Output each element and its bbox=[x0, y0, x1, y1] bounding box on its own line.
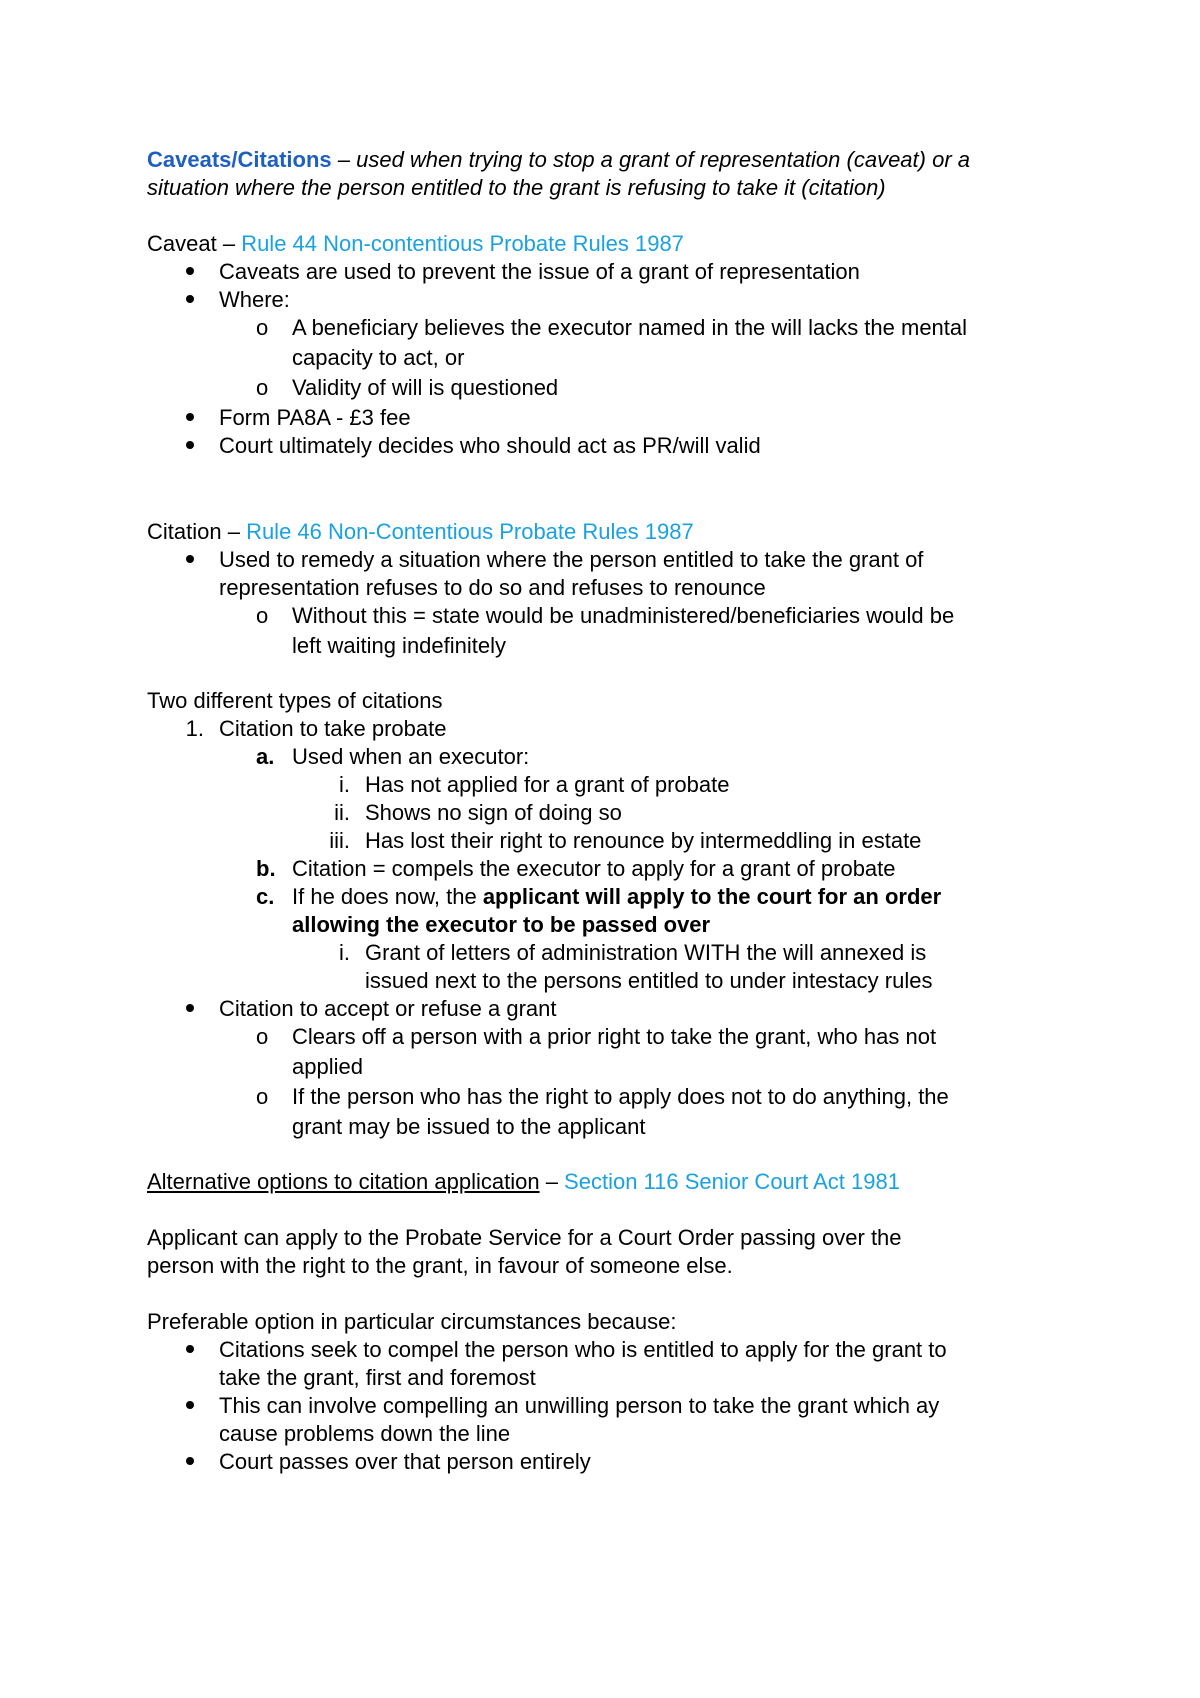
types-sub-1-line-1: Clears off a person with a prior right to take the grant, who has not bbox=[292, 1024, 937, 1049]
types-item-iii: Has lost their right to renounce by intermeddling in estate bbox=[365, 828, 922, 853]
title-dash: – bbox=[331, 147, 357, 172]
caveat-sub-1-line-2: capacity to act, or bbox=[292, 345, 465, 370]
alternative-bullet-1-line-1: Citations seek to compel the person who is entitled to apply for the grant to bbox=[219, 1337, 947, 1362]
types-heading: Two different types of citations bbox=[147, 688, 443, 713]
types-item-ii: Shows no sign of doing so bbox=[365, 800, 622, 825]
citation-bullet-1-line-1: Used to remedy a situation where the person entitled to take the grant of bbox=[219, 547, 924, 572]
alternative-bullet-3: Court passes over that person entirely bbox=[219, 1449, 591, 1474]
caveat-bullet-1: Caveats are used to prevent the issue of a grant of representation bbox=[219, 259, 860, 284]
list-letter-b: b. bbox=[256, 856, 276, 881]
alternative-bullet-2-line-1: This can involve compelling an unwilling person to take the grant which ay bbox=[219, 1393, 940, 1418]
types-bullet-2: Citation to accept or refuse a grant bbox=[219, 996, 557, 1021]
caveat-rule-link[interactable]: Rule 44 Non-contentious Probate Rules 1987 bbox=[241, 231, 684, 256]
list-roman-iii: iii. bbox=[329, 828, 350, 853]
bullet-dot bbox=[186, 1401, 194, 1409]
sub-bullet-circle: o bbox=[256, 315, 269, 340]
bullet-dot bbox=[186, 441, 194, 449]
types-item-1: Citation to take probate bbox=[219, 716, 447, 741]
types-item-b: Citation = compels the executor to apply for a grant of probate bbox=[292, 856, 896, 881]
sub-bullet-circle: o bbox=[256, 1084, 269, 1109]
bullet-dot bbox=[186, 413, 194, 421]
types-sub-1-line-2: applied bbox=[292, 1054, 363, 1079]
list-roman-i: i. bbox=[339, 772, 350, 797]
bullet-dot bbox=[186, 267, 194, 275]
citation-bullet-1-line-2: representation refuses to do so and refuses to renounce bbox=[219, 575, 766, 600]
types-item-c-line-2: allowing the executor to be passed over bbox=[292, 912, 711, 937]
citation-heading bbox=[147, 519, 694, 545]
bullet-dot bbox=[186, 1345, 194, 1353]
alternative-bullet-1-line-2: take the grant, first and foremost bbox=[219, 1365, 536, 1390]
types-sub-2-line-2: grant may be issued to the applicant bbox=[292, 1114, 646, 1139]
list-roman-i: i. bbox=[339, 940, 350, 965]
citation-sub-1-line-1: Without this = state would be unadministered/beneficiaries would be bbox=[292, 603, 955, 628]
title-line-1 bbox=[147, 147, 970, 173]
list-number-1: 1. bbox=[185, 716, 204, 741]
citation-rule-link[interactable]: Rule 46 Non-Contentious Probate Rules 1987 bbox=[246, 519, 694, 544]
caveat-bullet-4: Court ultimately decides who should act as PR/will valid bbox=[219, 433, 761, 458]
alternative-heading-text: Alternative options to citation application bbox=[147, 1169, 540, 1194]
alternative-preferable: Preferable option in particular circumstances because: bbox=[147, 1309, 677, 1334]
caveat-sub-1-line-1: A beneficiary believes the executor named in the will lacks the mental bbox=[292, 315, 968, 340]
alternative-section-link[interactable]: Section 116 Senior Court Act 1981 bbox=[564, 1169, 900, 1194]
caveat-bullet-3: Form PA8A - £3 fee bbox=[219, 405, 411, 430]
types-item-c-line-1 bbox=[292, 884, 941, 910]
bullet-dot bbox=[186, 1004, 194, 1012]
types-item-c-bold: applicant will apply to the court for an order bbox=[482, 884, 942, 909]
caveat-dash: – bbox=[216, 231, 242, 256]
title-heading: Caveats/Citations bbox=[147, 147, 332, 172]
alternative-para-line-1: Applicant can apply to the Probate Service for a Court Order passing over the bbox=[147, 1225, 902, 1250]
title-description: used when trying to stop a grant of representation (caveat) or a bbox=[356, 147, 970, 172]
bullet-dot bbox=[186, 555, 194, 563]
title-line-2: situation where the person entitled to the grant is refusing to take it (citation) bbox=[147, 175, 886, 200]
alternative-bullet-2-line-2: cause problems down the line bbox=[219, 1421, 511, 1446]
alternative-dash: – bbox=[539, 1169, 565, 1194]
types-item-c-i-line-1: Grant of letters of administration WITH the will annexed is bbox=[365, 940, 927, 965]
sub-bullet-circle: o bbox=[256, 1024, 269, 1049]
types-item-i: Has not applied for a grant of probate bbox=[365, 772, 730, 797]
types-item-c-plain: If he does now, the bbox=[292, 884, 483, 909]
types-sub-2-line-1: If the person who has the right to apply does not to do anything, the bbox=[292, 1084, 949, 1109]
sub-bullet-circle: o bbox=[256, 603, 269, 628]
types-item-c-i-line-2: issued next to the persons entitled to under intestacy rules bbox=[365, 968, 933, 993]
caveat-bullet-2: Where: bbox=[219, 287, 290, 312]
list-roman-ii: ii. bbox=[334, 800, 350, 825]
caveat-sub-2: Validity of will is questioned bbox=[292, 375, 559, 400]
citation-dash: – bbox=[221, 519, 247, 544]
types-item-a: Used when an executor: bbox=[292, 744, 530, 769]
list-letter-a: a. bbox=[256, 744, 275, 769]
alternative-heading bbox=[147, 1169, 900, 1195]
bullet-dot bbox=[186, 295, 194, 303]
citation-sub-1-line-2: left waiting indefinitely bbox=[292, 633, 507, 658]
bullet-dot bbox=[186, 1457, 194, 1465]
caveat-heading bbox=[147, 231, 684, 257]
alternative-para-line-2: person with the right to the grant, in favour of someone else. bbox=[147, 1253, 733, 1278]
citation-label: Citation bbox=[147, 519, 222, 544]
sub-bullet-circle: o bbox=[256, 375, 269, 400]
list-letter-c: c. bbox=[256, 884, 275, 909]
caveat-label: Caveat bbox=[147, 231, 217, 256]
